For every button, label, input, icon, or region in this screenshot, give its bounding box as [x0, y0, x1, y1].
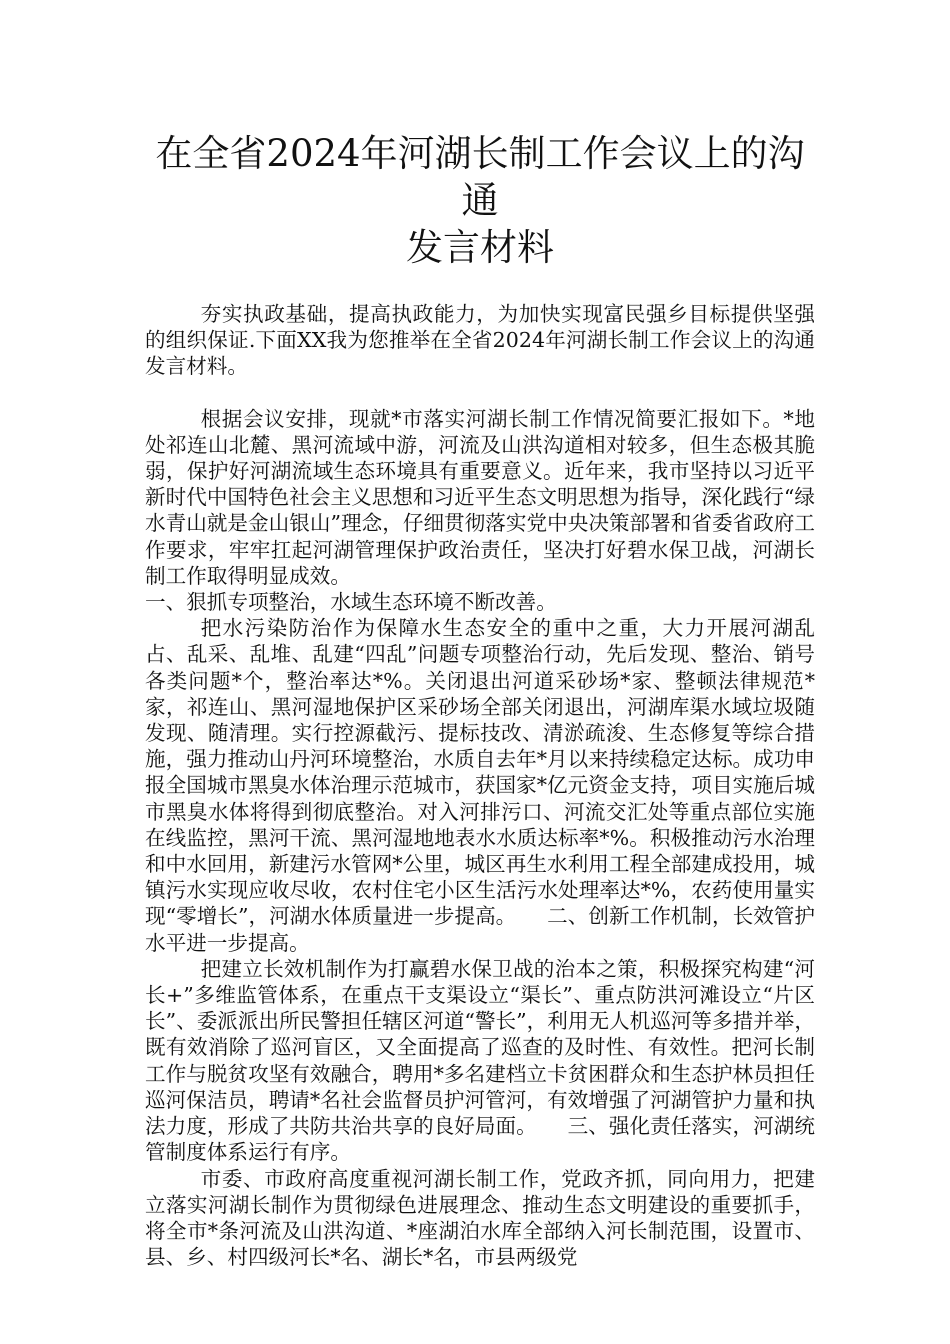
body-paragraph-2: 把水污染防治作为保障水生态安全的重中之重，大力开展河湖乱占、乱采、乱堆、乱建“四乱”问题专项整治行动，先后发现、整治、销号各类问题*个，整治率达*%。关闭退出河道采砂场*家、整顿法律规范*家，祁连山、黑河湿地保护区采砂场全部关闭退出，河湖库渠水域垃圾随发现、随清理。实行控源截污、提标技改、清淤疏浚、生态修复等综合措施，强力推动山丹河环境整治，水质自去年*月以来持续稳定达标。成功申报全国城市黑臭水体治理示范城市，获国家*亿元资金支持，项目实施后城市黑臭水体将得到彻底整治。对入河排污口、河流交汇处等重点部位实施在线监控，黑河干流、黑河湿地地表水水质达标率*%。积极推动污水治理和中水回用，新建污水管网*公里，城区再生水利用工程全部建成投用，城镇污水实现应收尽收，农村住宅小区生活污水处理率达*%，农药使用量实现“零增长”，河湖水体质量进一步提高。 二、创新工作机制，长效管护水平进一步提高。: [145, 616, 815, 955]
title-line-2: 发言材料: [406, 226, 554, 269]
body-paragraph-3: 把建立长效机制作为打赢碧水保卫战的治本之策，积极探究构建“河长+”多维监管体系，在重点干支渠设立“渠长”、重点防洪河滩设立“片区长”、委派派出所民警担任辖区河道“警长”，利用无人机巡河等多措并举，既有效消除了巡河盲区，又全面提高了巡查的及时性、有效性。把河长制工作与脱贫攻坚有效融合，聘用*多名建档立卡贫困群众和生态护林员担任巡河保洁员，聘请*名社会监督员护河管河，有效增强了河湖管护力量和执法力度，形成了共防共治共享的良好局面。 三、强化责任落实，河湖统管制度体系运行有序。: [145, 956, 815, 1165]
section-heading-1: 一、狠抓专项整治，水域生态环境不断改善。: [145, 590, 557, 615]
document-title: [145, 130, 815, 271]
document-page: [145, 130, 815, 1270]
paragraph-spacer: [145, 380, 815, 406]
body-paragraph-4: 市委、市政府高度重视河湖长制工作，党政齐抓，同向用力，把建立落实河湖长制作为贯彻绿色进展理念、推动生态文明建设的重要抓手，将全市*条河流及山洪沟道、*座湖泊水库全部纳入河长制范围，设置市、县、乡、村四级河长*名、湖长*名，市县两级党: [145, 1166, 815, 1270]
intro-paragraph: 夯实执政基础，提高执政能力，为加快实现富民强乡目标提供坚强的组织保证.下面XX我为您推举在全省2024年河湖长制工作会议上的沟通发言材料。: [145, 302, 815, 379]
body-paragraph-1: 根据会议安排，现就*市落实河湖长制工作情况简要汇报如下。*地处祁连山北麓、黑河流域中游，河流及山洪沟道相对较多，但生态极其脆弱，保护好河湖流域生态环境具有重要意义。近年来，我市坚持以习近平新时代中国特色社会主义思想和习近平生态文明思想为指导，深化践行“绿水青山就是金山银山”理念，仔细贯彻落实党中央决策部署和省委省政府工作要求，牢牢扛起河湖管理保护政治责任，坚决打好碧水保卫战，河湖长制工作取得明显成效。: [145, 406, 815, 588]
title-line-1: 在全省2024年河湖长制工作会议上的沟通: [155, 132, 805, 222]
